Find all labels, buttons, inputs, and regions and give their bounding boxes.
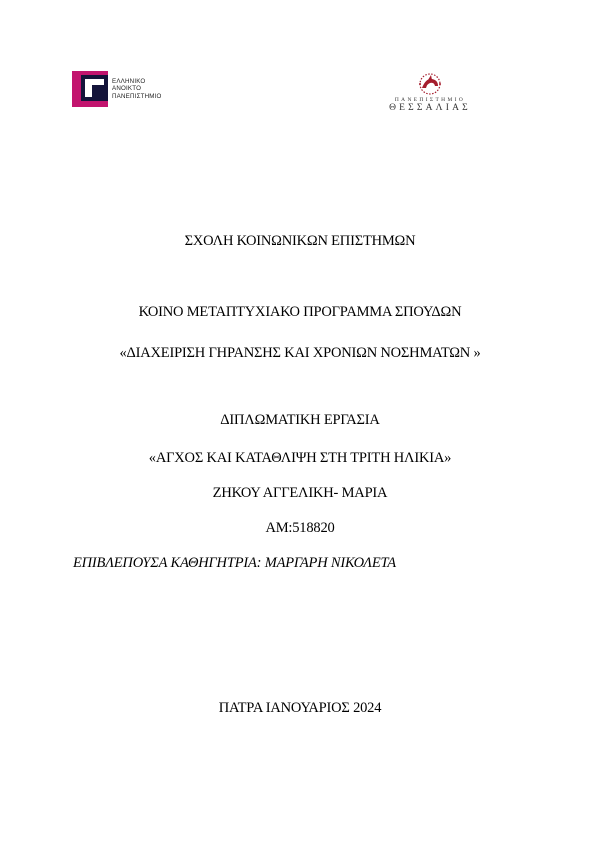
eap-logo-line: ΑΝΟΙΚΤΟ bbox=[112, 85, 142, 93]
place-date: ΠΑΤΡΑ ΙΑΝΟΥΑΡΙΟΣ 2024 bbox=[218, 700, 382, 716]
uth-logo bbox=[380, 72, 480, 113]
eap-logo bbox=[72, 71, 162, 107]
eap-logo-text bbox=[112, 78, 162, 101]
thesis-title: «ΑΓΧΟΣ ΚΑΙ ΚΑΤΑΘΛΙΨΗ ΣΤΗ ΤΡΙΤΗ ΗΛΙΚΙΑ» bbox=[148, 450, 452, 466]
thesis-type: ΔΙΠΛΩΜΑΤΙΚΗ ΕΡΓΑΣΙΑ bbox=[220, 412, 380, 428]
eap-logo-line: ΠΑΝΕΠΙΣΤΗΜΙΟ bbox=[112, 92, 162, 100]
uth-emblem-icon bbox=[408, 72, 452, 96]
author-name: ΖΗΚΟΥ ΑΓΓΕΛΙΚΗ- ΜΑΡΙΑ bbox=[212, 485, 388, 501]
uth-small-text: ΠΑΝΕΠΙΣΤΗΜΙΟ bbox=[394, 97, 466, 103]
student-id: ΑΜ:518820 bbox=[265, 520, 335, 536]
supervisor: ΕΠΙΒΛΕΠΟΥΣΑ ΚΑΘΗΓΗΤΡΙΑ: ΜΑΡΓΑΡΗ ΝΙΚΟΛΕΤΑ bbox=[73, 555, 396, 571]
uth-name: ΘΕΣΣΑΛΙΑΣ bbox=[389, 103, 471, 113]
school-name: ΣΧΟΛΗ ΚΟΙΝΩΝΙΚΩΝ ΕΠΙΣΤΗΜΩΝ bbox=[184, 233, 416, 249]
eap-logo-line: ΕΛΛΗΝΙΚΟ bbox=[112, 77, 146, 85]
program-name: ΚΟΙΝΟ ΜΕΤΑΠΤΥΧΙΑΚΟ ΠΡΟΓΡΑΜΜΑ ΣΠΟΥΔΩΝ bbox=[138, 304, 462, 320]
eap-logo-mark-icon bbox=[72, 71, 108, 107]
program-title: «ΔΙΑΧΕΙΡΙΣΗ ΓΗΡΑΝΣΗΣ ΚΑΙ ΧΡΟΝΙΩΝ ΝΟΣΗΜΑΤΩΝ » bbox=[119, 345, 481, 361]
